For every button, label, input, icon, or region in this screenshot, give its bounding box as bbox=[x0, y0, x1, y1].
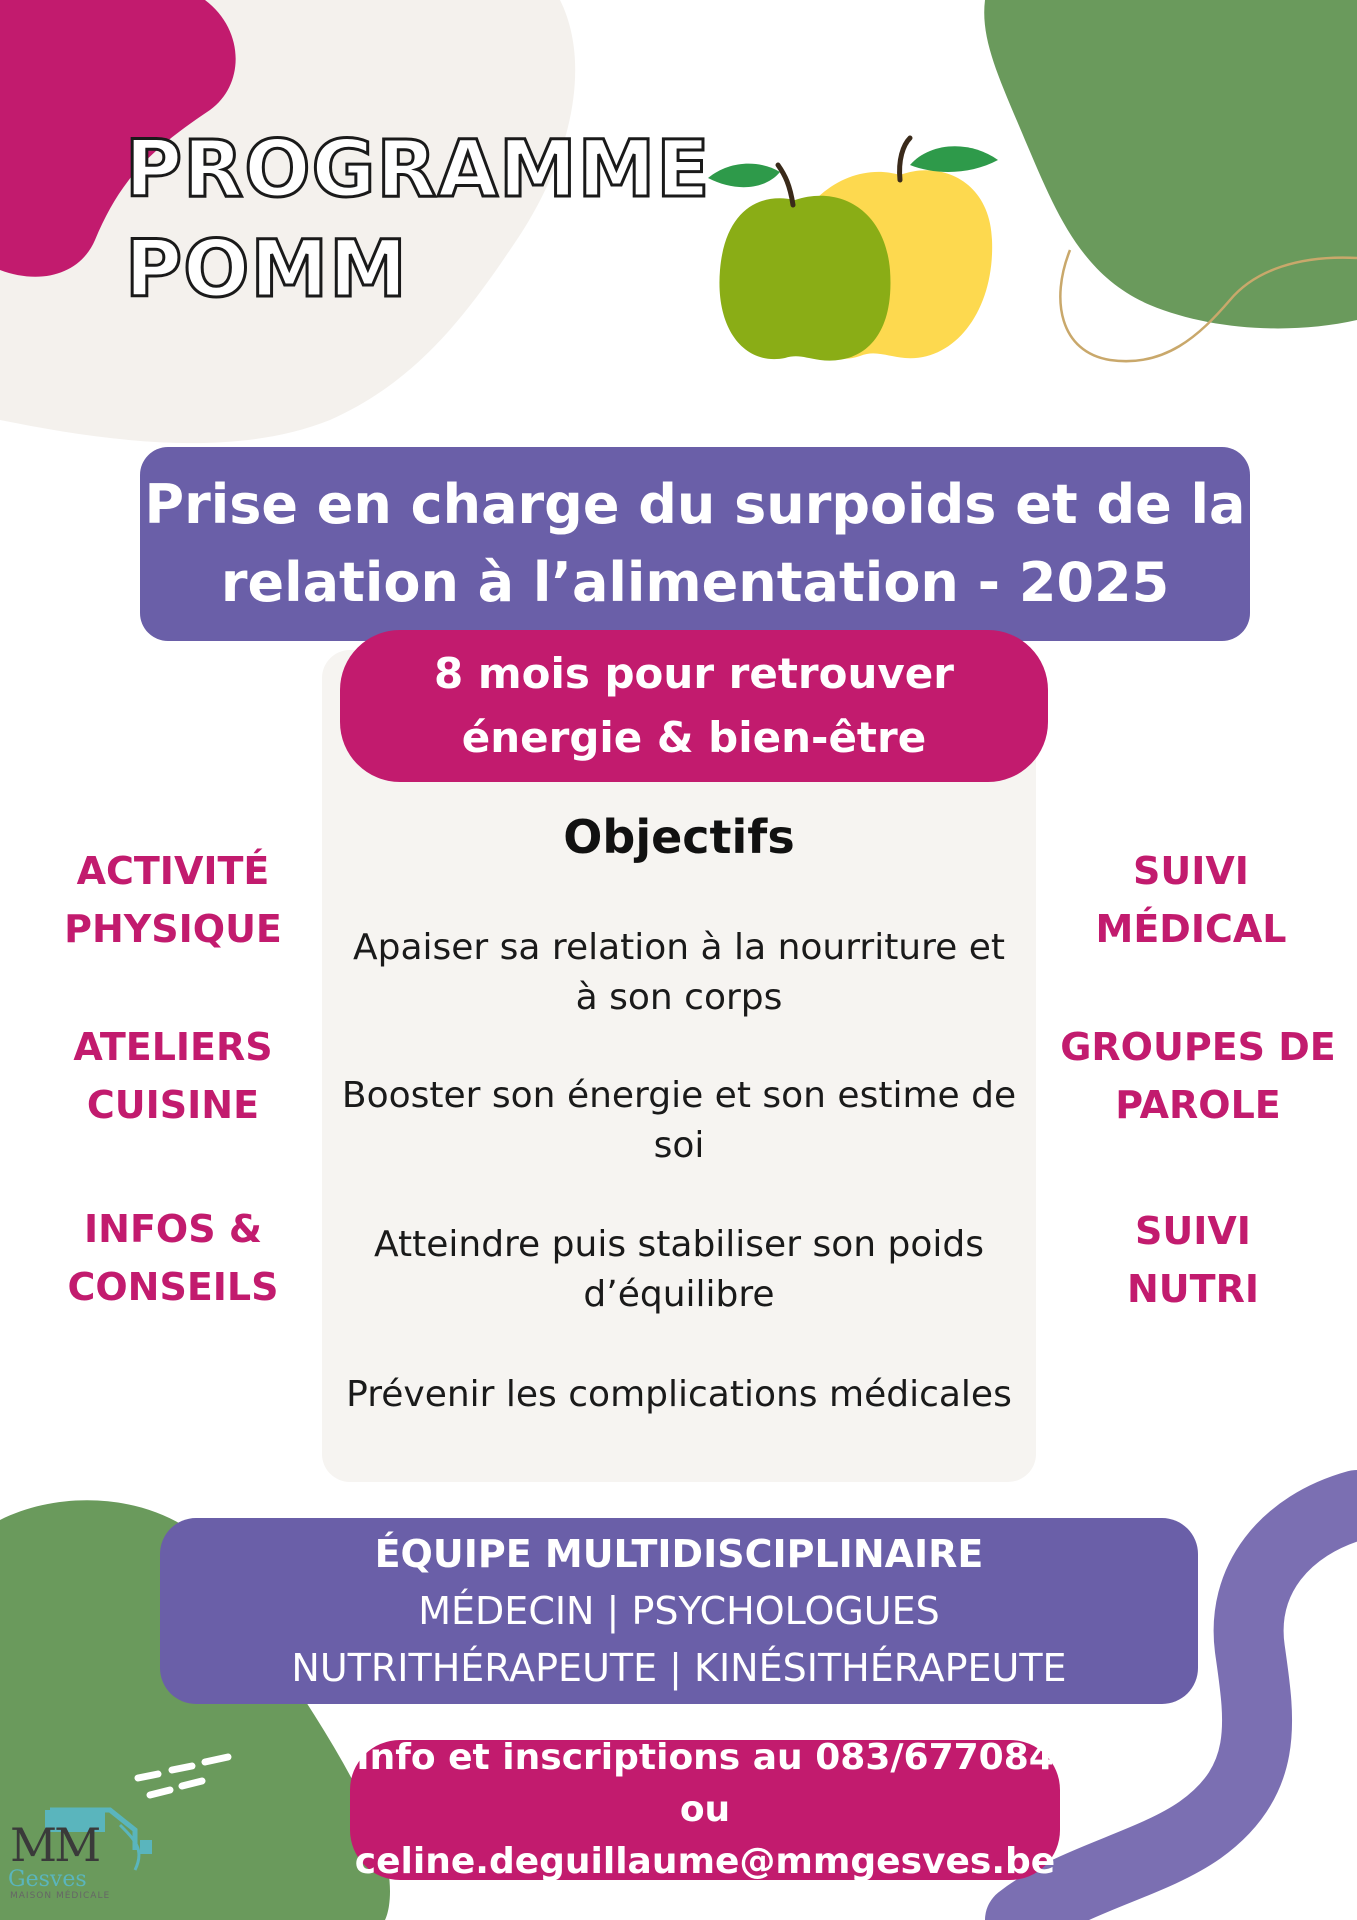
objectives-title: Objectifs bbox=[563, 810, 795, 864]
objective-item-line2: d’équilibre bbox=[583, 1274, 775, 1315]
program-title-line2: POMM bbox=[125, 225, 408, 315]
duration-pill-line1: 8 mois pour retrouver bbox=[434, 649, 954, 698]
objective-item-line1: Atteindre puis stabiliser son poids bbox=[374, 1224, 984, 1265]
right-label-line2: MÉDICAL bbox=[1095, 907, 1287, 951]
duration-pill bbox=[340, 630, 1048, 782]
contact-email[interactable]: celine.deguillaume@mmgesves.be bbox=[354, 1841, 1056, 1882]
right-label-nutri bbox=[1068, 1202, 1318, 1318]
logo-tagline: MAISON MÉDICALE bbox=[10, 1891, 111, 1901]
left-label-line1: ACTIVITÉ bbox=[76, 849, 270, 893]
logo-name: Gesves bbox=[8, 1867, 87, 1892]
objective-item-line1: Booster son énergie et son estime de bbox=[341, 1075, 1017, 1116]
team-title: ÉQUIPE MULTIDISCIPLINAIRE bbox=[374, 1531, 984, 1576]
objective-item bbox=[326, 1370, 1032, 1420]
contact-pill bbox=[350, 1737, 1060, 1882]
left-label-cooking bbox=[48, 1018, 298, 1134]
duration-pill-line2: énergie & bien-être bbox=[461, 713, 927, 762]
team-line1: MÉDECIN | PSYCHOLOGUES bbox=[418, 1588, 940, 1633]
logo-letters: MM bbox=[10, 1818, 99, 1872]
left-label-line2: CUISINE bbox=[86, 1083, 260, 1127]
right-label-line2: PAROLE bbox=[1115, 1083, 1281, 1127]
left-label-line2: CONSEILS bbox=[67, 1265, 279, 1309]
team-box bbox=[160, 1518, 1198, 1704]
left-label-info bbox=[48, 1200, 298, 1316]
main-banner-line1: Prise en charge du surpoids et de la bbox=[144, 473, 1246, 536]
contact-phone: Info et inscriptions au 083/677084 ou bbox=[356, 1737, 1054, 1830]
right-label-medical bbox=[1066, 842, 1316, 958]
left-label-line2: PHYSIQUE bbox=[64, 907, 282, 951]
program-title-line1: PROGRAMME bbox=[125, 125, 711, 215]
right-label-groups bbox=[1058, 1018, 1338, 1134]
objective-item bbox=[326, 1071, 1032, 1171]
objective-item-line1: Apaiser sa relation à la nourriture et bbox=[352, 927, 1005, 968]
right-label-line2: NUTRI bbox=[1127, 1267, 1259, 1311]
right-label-line1: GROUPES DE bbox=[1060, 1025, 1336, 1069]
objective-item-line2: soi bbox=[653, 1125, 705, 1166]
main-banner-line2: relation à l’alimentation - 2025 bbox=[220, 551, 1170, 614]
objective-item-line2: à son corps bbox=[575, 977, 783, 1018]
objective-item-line1: Prévenir les complications médicales bbox=[346, 1374, 1012, 1415]
left-label-activity bbox=[48, 842, 298, 958]
right-label-line1: SUIVI bbox=[1133, 849, 1249, 893]
main-banner bbox=[140, 447, 1250, 641]
objective-item bbox=[326, 1220, 1032, 1320]
left-label-line1: ATELIERS bbox=[73, 1025, 273, 1069]
left-label-line1: INFOS & bbox=[84, 1207, 262, 1251]
green-blob-top-right bbox=[984, 0, 1357, 328]
team-line2: NUTRITHÉRAPEUTE | KINÉSITHÉRAPEUTE bbox=[291, 1645, 1067, 1690]
program-title bbox=[125, 120, 711, 320]
right-label-line1: SUIVI bbox=[1135, 1209, 1251, 1253]
apples-illustration bbox=[700, 130, 1010, 370]
objective-item bbox=[326, 923, 1032, 1023]
